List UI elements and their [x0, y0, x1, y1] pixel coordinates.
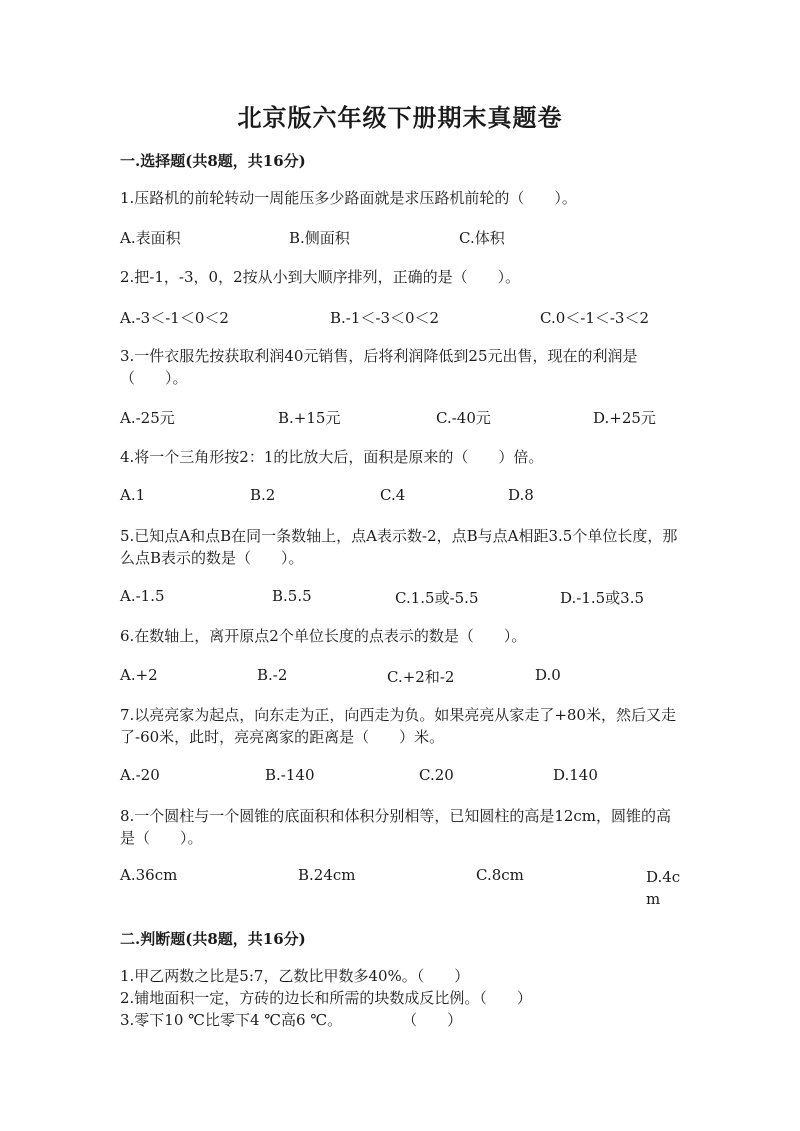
options-1	[120, 227, 680, 249]
option-b: B.24cm	[298, 866, 356, 884]
option-a: A.-25元	[120, 409, 175, 427]
option-a: A.表面积	[120, 229, 181, 247]
option-d: D.0	[535, 666, 561, 684]
option-c: C.8cm	[476, 866, 524, 884]
options-2	[120, 307, 680, 329]
question-6: 6.在数轴上，离开原点2个单位长度的点表示的数是（ ）。	[120, 627, 527, 645]
option-d: D.8	[508, 486, 534, 504]
option-b: B.+15元	[278, 409, 341, 427]
judge-item-1: 1.甲乙两数之比是5:7，乙数比甲数多40%。（ ）	[120, 967, 470, 985]
options-8	[120, 866, 681, 908]
question-2: 2.把-1，-3，0，2按从小到大顺序排列，正确的是（ ）。	[120, 268, 521, 286]
options-3	[120, 407, 680, 429]
options-7	[120, 766, 680, 788]
question-1: 1.压路机的前轮转动一周能压多少路面就是求压路机前轮的（ ）。	[120, 189, 577, 207]
option-a: A.36cm	[120, 866, 178, 884]
option-b: B.侧面积	[289, 229, 350, 247]
question-8: 8.一个圆柱与一个圆锥的底面积和体积分别相等，已知圆柱的高是12cm，圆锥的高是（ ）。	[120, 807, 672, 847]
option-b: B.2	[250, 486, 276, 504]
options-6	[120, 666, 680, 688]
option-d: D.140	[553, 766, 598, 784]
option-b: B.-140	[265, 766, 315, 784]
option-c: C.20	[419, 766, 454, 784]
option-d: D.-1.5或3.5	[560, 589, 645, 607]
option-c: C.1.5或-5.5	[395, 589, 479, 607]
option-c: C.+2和-2	[387, 668, 455, 686]
judge-item-2: 2.铺地面积一定，方砖的边长和所需的块数成反比例。（ ）	[120, 989, 532, 1007]
option-c: C.4	[380, 486, 406, 504]
option-a: A.-20	[120, 766, 160, 784]
section-heading-judge: 二.判断题(共8题，共16分)	[120, 930, 306, 948]
question-5: 5.已知点A和点B在同一条数轴上，点A表示数-2，点B与点A相距3.5个单位长度，那么点B表示的数是（ ）。	[120, 527, 678, 567]
option-d: D.4cm	[646, 868, 681, 908]
page-title: 北京版六年级下册期末真题卷	[237, 103, 563, 132]
question-3: 3.一件衣服先按获取利润40元销售，后将利润降低到25元出售，现在的利润是（ ）。	[120, 347, 638, 387]
option-b: B.-1＜-3＜0＜2	[330, 309, 440, 327]
option-c: C.0＜-1＜-3＜2	[540, 309, 650, 327]
question-7: 7.以亮亮家为起点，向东走为正，向西走为负。如果亮亮从家走了+80米，然后又走了-60米，此时，亮亮离家的距离是（ ）米。	[120, 706, 676, 746]
options-5	[120, 587, 680, 609]
section-heading-choice: 一.选择题(共8题，共16分)	[120, 152, 306, 170]
option-b: B.5.5	[272, 587, 312, 605]
option-a: A.+2	[120, 666, 158, 684]
option-d: D.+25元	[593, 409, 656, 427]
option-a: A.1	[120, 486, 146, 504]
option-a: A.-1.5	[120, 587, 165, 605]
question-4: 4.将一个三角形按2：1的比放大后，面积是原来的（ ）倍。	[120, 448, 544, 466]
judge-item-3: 3.零下10 ℃比零下4 ℃高6 ℃。 （ ）	[120, 1011, 463, 1029]
options-4	[120, 486, 680, 508]
option-c: C.-40元	[436, 409, 491, 427]
option-a: A.-3＜-1＜0＜2	[120, 309, 229, 327]
option-b: B.-2	[257, 666, 288, 684]
option-c: C.体积	[459, 229, 505, 247]
